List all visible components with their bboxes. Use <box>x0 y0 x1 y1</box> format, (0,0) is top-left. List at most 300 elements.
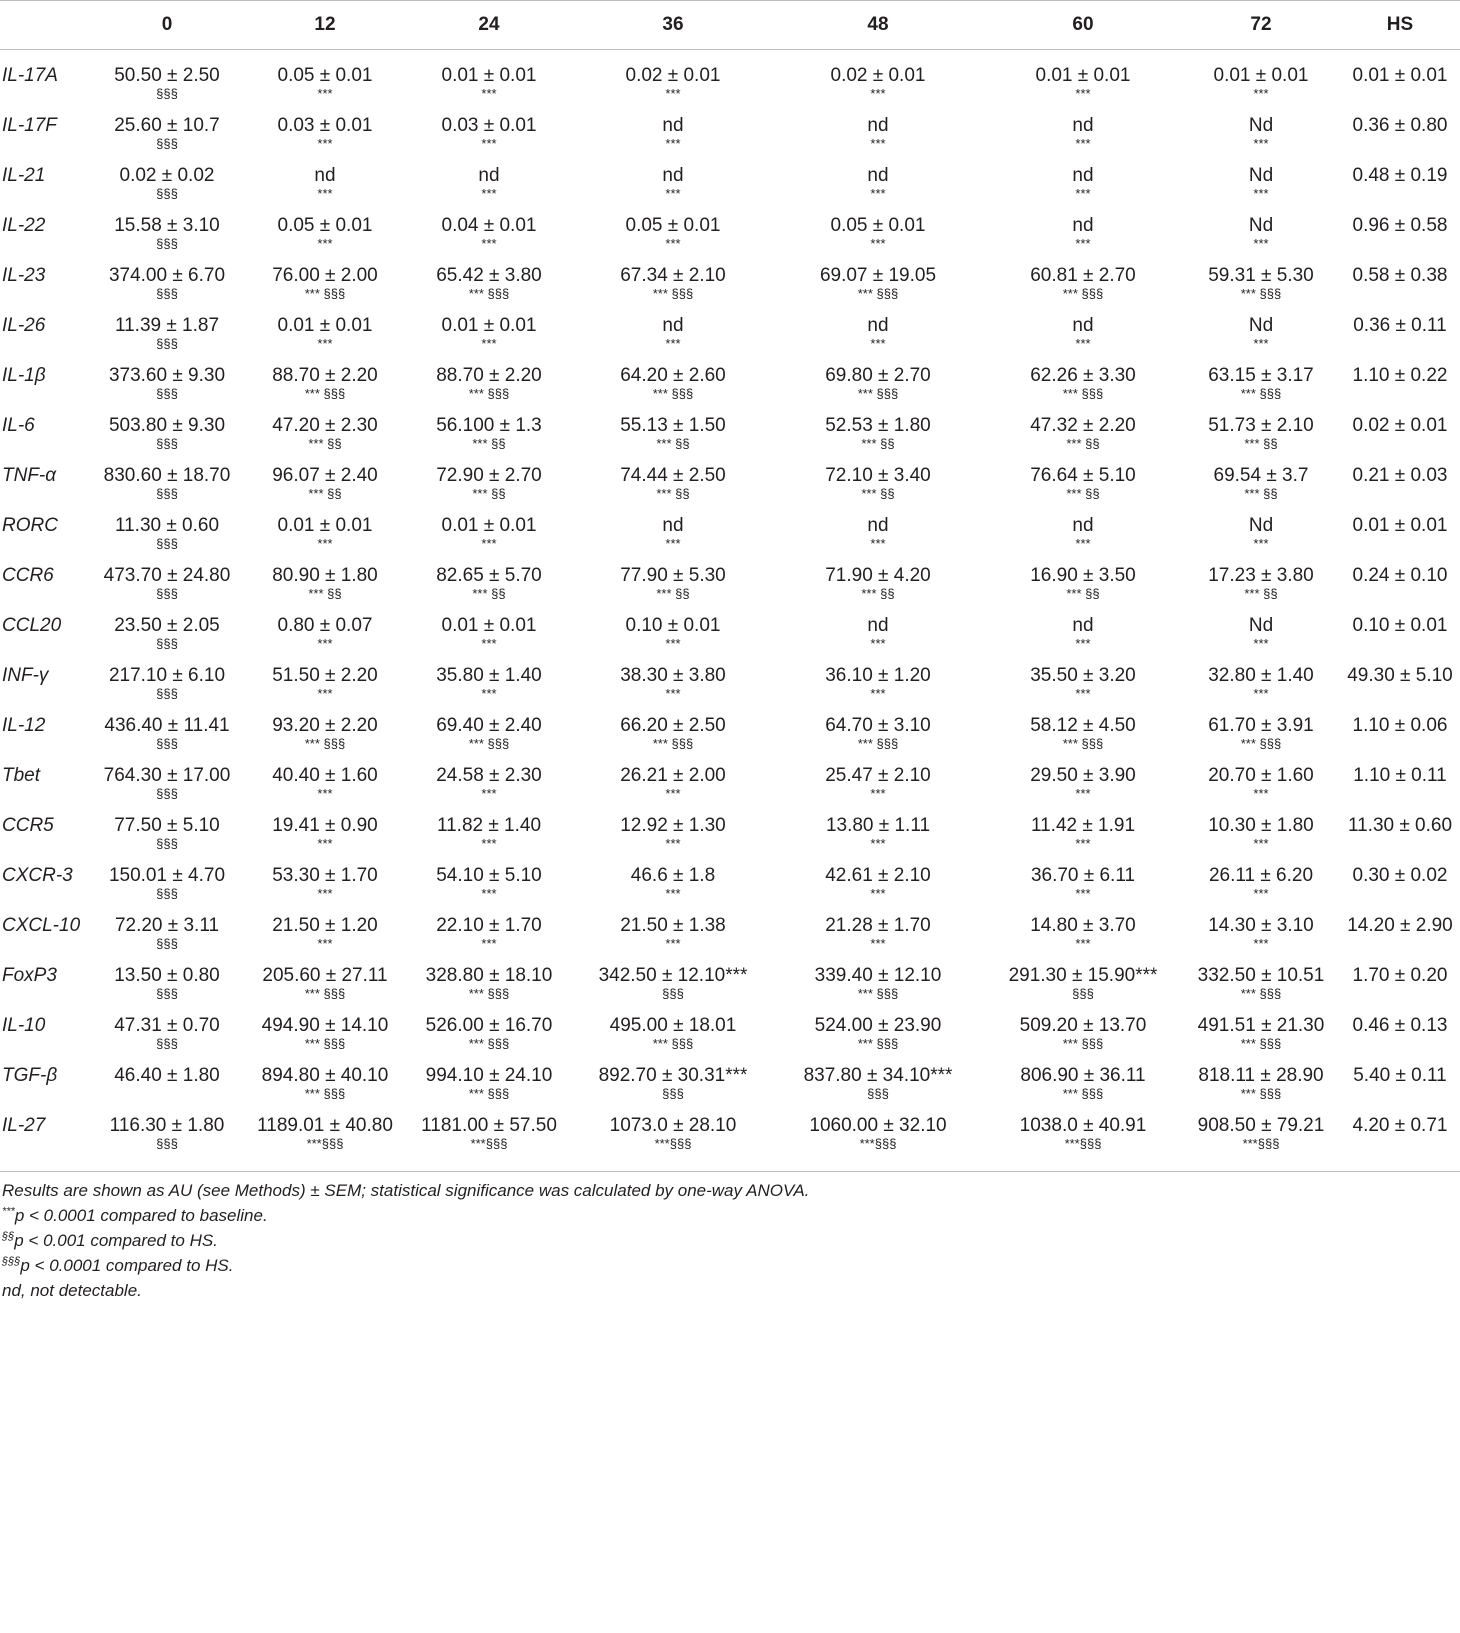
cell-value: 51.73 ± 2.10 <box>1208 415 1314 436</box>
data-cell <box>1340 1101 1460 1172</box>
data-cell <box>404 301 574 351</box>
cell-value: 373.60 ± 9.30 <box>108 365 226 386</box>
data-cell <box>404 401 574 451</box>
data-cell <box>246 201 404 251</box>
table-body <box>0 50 1460 1172</box>
gene-name: INF-γ <box>2 665 49 686</box>
cell-value: 47.32 ± 2.20 <box>1030 415 1136 436</box>
cell-value: 12.92 ± 1.30 <box>620 815 726 836</box>
table-row <box>0 651 1460 701</box>
cell-value: 0.10 ± 0.01 <box>1352 615 1448 636</box>
significance-marker: *** §§ <box>656 486 690 501</box>
significance-marker: *** <box>870 336 886 351</box>
data-cell <box>984 951 1182 1001</box>
cell-value: 0.01 ± 0.01 <box>441 515 537 536</box>
cell-value: 509.20 ± 13.70 <box>1019 1015 1147 1036</box>
significance-marker: *** §§ <box>308 586 342 601</box>
table-row <box>0 451 1460 501</box>
cell-value: 13.80 ± 1.11 <box>825 815 931 836</box>
significance-marker: §§§ <box>156 536 178 551</box>
gene-name: IL-23 <box>2 265 46 286</box>
data-cell <box>88 551 246 601</box>
cell-value: 65.42 ± 3.80 <box>436 265 542 286</box>
data-cell <box>246 851 404 901</box>
cell-value: 764.30 ± 17.00 <box>103 765 231 786</box>
data-cell <box>984 50 1182 102</box>
cell-value: 63.15 ± 3.17 <box>1208 365 1314 386</box>
footnote-baseline-mark: *** <box>2 1205 15 1218</box>
cell-value: 1060.00 ± 32.10 <box>809 1115 947 1136</box>
data-cell <box>246 601 404 651</box>
header-cell-60: 60 <box>984 1 1182 50</box>
significance-marker: *** §§§ <box>1062 386 1104 401</box>
cell-value: 342.50 ± 12.10*** <box>598 965 748 986</box>
cell-value: 436.40 ± 11.41 <box>104 715 230 736</box>
data-cell <box>574 301 772 351</box>
gene-name: CCR6 <box>2 565 54 586</box>
data-cell <box>1182 401 1340 451</box>
cell-value: 1.70 ± 0.20 <box>1352 965 1448 986</box>
cell-value: 0.36 ± 0.11 <box>1353 315 1447 336</box>
cell-value: 60.81 ± 2.70 <box>1030 265 1136 286</box>
cell-value: 0.02 ± 0.01 <box>625 65 721 86</box>
data-cell <box>574 1101 772 1172</box>
significance-marker: ***§§§ <box>654 1136 692 1151</box>
gene-name: IL-21 <box>2 165 46 186</box>
cell-value: 0.30 ± 0.02 <box>1352 865 1448 886</box>
cell-value: 818.11 ± 28.90 <box>1198 1065 1324 1086</box>
data-cell <box>88 501 246 551</box>
significance-marker: *** §§§ <box>304 1036 346 1051</box>
significance-marker: *** §§ <box>656 436 690 451</box>
cell-value: nd <box>662 115 684 136</box>
cell-value: 894.80 ± 40.10 <box>261 1065 389 1086</box>
cell-value: 49.30 ± 5.10 <box>1347 665 1453 686</box>
significance-marker: *** §§ <box>472 586 506 601</box>
significance-marker: *** <box>1075 136 1091 151</box>
data-cell <box>1340 1051 1460 1101</box>
cell-value: Nd <box>1248 615 1274 636</box>
cell-value: 994.10 ± 24.10 <box>425 1065 553 1086</box>
cell-value: 93.20 ± 2.20 <box>272 715 378 736</box>
cell-value: 1181.00 ± 57.50 <box>421 1115 557 1136</box>
gene-name: CCL20 <box>2 615 62 636</box>
significance-marker: *** §§ <box>1244 486 1278 501</box>
data-cell <box>404 901 574 951</box>
significance-marker: §§§ <box>156 236 178 251</box>
header-cell-72: 72 <box>1182 1 1340 50</box>
data-cell <box>404 801 574 851</box>
significance-marker: *** <box>870 186 886 201</box>
data-cell <box>1182 651 1340 701</box>
cell-value: 50.50 ± 2.50 <box>114 65 220 86</box>
cell-value: 69.40 ± 2.40 <box>436 715 542 736</box>
data-cell <box>574 851 772 901</box>
cell-value: 495.00 ± 18.01 <box>609 1015 737 1036</box>
data-cell <box>772 351 984 401</box>
table-row <box>0 351 1460 401</box>
significance-marker: *** §§§ <box>304 736 346 751</box>
significance-marker: *** §§§ <box>468 286 510 301</box>
data-cell <box>1340 701 1460 751</box>
significance-marker: *** <box>665 86 681 101</box>
data-cell <box>1340 651 1460 701</box>
significance-marker: *** <box>481 186 497 201</box>
significance-marker: *** <box>1253 86 1269 101</box>
significance-marker: *** <box>870 936 886 951</box>
data-cell <box>88 401 246 451</box>
data-cell <box>404 651 574 701</box>
cell-value: Nd <box>1248 315 1274 336</box>
cell-value: 47.31 ± 0.70 <box>114 1015 220 1036</box>
cell-value: Nd <box>1248 515 1274 536</box>
significance-marker: *** §§§ <box>652 286 694 301</box>
cell-value: 80.90 ± 1.80 <box>272 565 378 586</box>
significance-marker: *** <box>1253 536 1269 551</box>
significance-marker: §§§ <box>867 1086 889 1101</box>
data-cell <box>984 351 1182 401</box>
significance-marker: §§§ <box>156 386 178 401</box>
cell-value: nd <box>867 515 889 536</box>
significance-marker: *** §§ <box>1066 436 1100 451</box>
cell-value: 205.60 ± 27.11 <box>262 965 388 986</box>
cell-value: 116.30 ± 1.80 <box>109 1115 225 1136</box>
table-footnotes <box>0 1178 1460 1303</box>
cell-value: 524.00 ± 23.90 <box>814 1015 942 1036</box>
data-cell <box>246 251 404 301</box>
footnote-hs-001 <box>2 1228 1460 1253</box>
data-cell <box>246 801 404 851</box>
cell-value: 1073.0 ± 28.10 <box>609 1115 737 1136</box>
data-cell <box>772 201 984 251</box>
data-cell <box>984 701 1182 751</box>
significance-marker: *** §§§ <box>1062 736 1104 751</box>
significance-marker: *** <box>870 636 886 651</box>
cell-value: 0.01 ± 0.01 <box>1213 65 1309 86</box>
data-cell <box>984 751 1182 801</box>
significance-marker: *** <box>1253 136 1269 151</box>
significance-marker: §§§ <box>156 136 178 151</box>
gene-name: IL-22 <box>2 215 46 236</box>
significance-marker: *** §§§ <box>304 386 346 401</box>
data-cell <box>574 1051 772 1101</box>
data-cell <box>88 801 246 851</box>
cell-value: 42.61 ± 2.10 <box>825 865 931 886</box>
cell-value: nd <box>1072 515 1094 536</box>
table-row <box>0 501 1460 551</box>
data-cell <box>984 651 1182 701</box>
cell-value: 0.48 ± 0.19 <box>1352 165 1448 186</box>
data-cell <box>1340 501 1460 551</box>
data-cell <box>246 551 404 601</box>
significance-marker: *** <box>665 936 681 951</box>
significance-marker: *** §§§ <box>468 1086 510 1101</box>
cell-value: 56.100 ± 1.3 <box>436 415 542 436</box>
footnote-methods: Results are shown as AU (see Methods) ± SEM; statistical significance was calculated by one-way ANOVA. <box>2 1181 810 1200</box>
significance-marker: *** §§ <box>1066 586 1100 601</box>
data-cell <box>1340 951 1460 1001</box>
cell-value: 11.30 ± 0.60 <box>1347 815 1453 836</box>
significance-marker: *** §§§ <box>304 986 346 1001</box>
data-cell <box>574 501 772 551</box>
data-cell <box>984 601 1182 651</box>
data-cell <box>246 501 404 551</box>
significance-marker: *** §§ <box>1244 436 1278 451</box>
cell-value: 96.07 ± 2.40 <box>272 465 378 486</box>
data-cell <box>772 951 984 1001</box>
data-cell <box>404 351 574 401</box>
data-cell <box>1182 151 1340 201</box>
significance-marker: *** <box>481 936 497 951</box>
data-cell <box>772 1051 984 1101</box>
footnote-nd: nd, not detectable. <box>2 1281 142 1300</box>
cell-value: 77.90 ± 5.30 <box>620 565 726 586</box>
significance-marker: *** <box>481 836 497 851</box>
table-row <box>0 851 1460 901</box>
significance-marker: *** §§§ <box>1240 736 1282 751</box>
cell-value: nd <box>867 115 889 136</box>
significance-marker: §§§ <box>156 436 178 451</box>
significance-marker: *** <box>665 186 681 201</box>
significance-marker: *** <box>1075 236 1091 251</box>
table-row <box>0 151 1460 201</box>
significance-marker: *** <box>1075 886 1091 901</box>
gene-name: CXCR-3 <box>2 865 73 886</box>
data-cell <box>404 1101 574 1172</box>
cell-value: 64.20 ± 2.60 <box>620 365 726 386</box>
significance-marker: *** <box>481 686 497 701</box>
data-cell <box>88 601 246 651</box>
cell-value: 40.40 ± 1.60 <box>272 765 378 786</box>
cell-value: 20.70 ± 1.60 <box>1208 765 1314 786</box>
data-cell <box>246 351 404 401</box>
cell-value: 0.01 ± 0.01 <box>441 615 537 636</box>
gene-name: CXCL-10 <box>2 915 81 936</box>
data-cell <box>1340 351 1460 401</box>
data-cell <box>88 1101 246 1172</box>
table-row <box>0 801 1460 851</box>
cell-value: 38.30 ± 3.80 <box>620 665 726 686</box>
cell-value: 1.10 ± 0.06 <box>1352 715 1448 736</box>
data-cell <box>246 751 404 801</box>
significance-marker: *** <box>1253 236 1269 251</box>
cell-value: nd <box>867 315 889 336</box>
data-cell <box>246 101 404 151</box>
cell-value: 0.01 ± 0.01 <box>441 315 537 336</box>
data-cell <box>984 1051 1182 1101</box>
cell-value: 830.60 ± 18.70 <box>103 465 231 486</box>
cell-value: 66.20 ± 2.50 <box>620 715 726 736</box>
significance-marker: *** <box>870 536 886 551</box>
significance-marker: *** <box>481 536 497 551</box>
cell-value: 61.70 ± 3.91 <box>1208 715 1314 736</box>
data-cell <box>984 901 1182 951</box>
cell-value: 494.90 ± 14.10 <box>261 1015 389 1036</box>
significance-marker: §§§ <box>662 1086 684 1101</box>
significance-marker: *** §§§ <box>468 986 510 1001</box>
data-cell <box>88 1051 246 1101</box>
data-cell <box>772 251 984 301</box>
cell-value: 0.02 ± 0.01 <box>1352 415 1448 436</box>
cell-value: 374.00 ± 6.70 <box>108 265 226 286</box>
gene-name: IL-1β <box>2 365 46 386</box>
data-cell <box>772 751 984 801</box>
significance-marker: *** <box>870 86 886 101</box>
cell-value: 11.42 ± 1.91 <box>1030 815 1136 836</box>
cell-value: 0.02 ± 0.01 <box>830 65 926 86</box>
header-cell-hs: HS <box>1340 1 1460 50</box>
significance-marker: *** <box>317 536 333 551</box>
significance-marker: §§§ <box>156 736 178 751</box>
significance-marker: *** §§ <box>1244 586 1278 601</box>
data-cell <box>1340 551 1460 601</box>
significance-marker: §§§ <box>156 86 178 101</box>
cell-value: 19.41 ± 0.90 <box>272 815 378 836</box>
data-cell <box>246 701 404 751</box>
significance-marker: *** §§ <box>472 436 506 451</box>
data-cell <box>574 101 772 151</box>
header-cell-12: 12 <box>246 1 404 50</box>
significance-marker: *** <box>665 836 681 851</box>
cell-value: 11.30 ± 0.60 <box>114 515 220 536</box>
data-cell <box>1182 901 1340 951</box>
data-cell <box>772 451 984 501</box>
cell-value: 0.10 ± 0.01 <box>625 615 721 636</box>
data-cell <box>1340 601 1460 651</box>
significance-marker: *** <box>481 886 497 901</box>
cell-value: nd <box>867 165 889 186</box>
significance-marker: §§§ <box>156 1136 178 1151</box>
significance-marker: *** <box>317 236 333 251</box>
gene-name: IL-6 <box>2 415 35 436</box>
data-cell <box>574 401 772 451</box>
cell-value: 503.80 ± 9.30 <box>108 415 226 436</box>
gene-name: IL-12 <box>2 715 46 736</box>
table-row <box>0 751 1460 801</box>
cell-value: Nd <box>1248 165 1274 186</box>
significance-marker: §§§ <box>156 686 178 701</box>
cell-value: 0.80 ± 0.07 <box>277 615 373 636</box>
cell-value: 69.07 ± 19.05 <box>819 265 937 286</box>
significance-marker: *** <box>665 786 681 801</box>
significance-marker: *** <box>1075 86 1091 101</box>
data-cell <box>1340 901 1460 951</box>
significance-marker: ***§§§ <box>1242 1136 1280 1151</box>
data-cell <box>984 451 1182 501</box>
significance-marker: §§§ <box>1072 986 1094 1001</box>
cell-value: 46.6 ± 1.8 <box>630 865 716 886</box>
significance-marker: *** <box>870 886 886 901</box>
significance-marker: *** §§§ <box>1062 1086 1104 1101</box>
cell-value: nd <box>662 315 684 336</box>
significance-marker: §§§ <box>156 886 178 901</box>
data-cell <box>88 951 246 1001</box>
table-row <box>0 601 1460 651</box>
significance-marker: *** <box>317 786 333 801</box>
data-cell <box>772 901 984 951</box>
data-cell <box>984 551 1182 601</box>
significance-marker: *** <box>870 136 886 151</box>
significance-marker: *** <box>665 536 681 551</box>
table-row <box>0 1051 1460 1101</box>
significance-marker: §§§ <box>156 936 178 951</box>
cell-value: 1.10 ± 0.11 <box>1353 765 1447 786</box>
data-cell <box>1182 251 1340 301</box>
cell-value: 5.40 ± 0.11 <box>1353 1065 1447 1086</box>
significance-marker: *** §§§ <box>1240 286 1282 301</box>
data-cell <box>772 101 984 151</box>
significance-marker: *** §§§ <box>468 736 510 751</box>
cell-value: 74.44 ± 2.50 <box>620 465 726 486</box>
significance-marker: *** <box>481 336 497 351</box>
table-row <box>0 101 1460 151</box>
significance-marker: *** §§§ <box>304 286 346 301</box>
cell-value: 24.58 ± 2.30 <box>436 765 542 786</box>
footnote-baseline-text: p < 0.0001 compared to baseline. <box>14 1206 268 1225</box>
significance-marker: *** §§ <box>308 436 342 451</box>
cell-value: Nd <box>1248 115 1274 136</box>
gene-name: CCR5 <box>2 815 54 836</box>
significance-marker: *** §§ <box>1066 486 1100 501</box>
gene-name: IL-17F <box>2 115 57 136</box>
data-cell <box>404 501 574 551</box>
significance-marker: §§§ <box>156 486 178 501</box>
significance-marker: *** <box>317 86 333 101</box>
cell-value: nd <box>662 515 684 536</box>
significance-marker: *** <box>1075 536 1091 551</box>
significance-marker: *** §§§ <box>1240 386 1282 401</box>
cell-value: 473.70 ± 24.80 <box>103 565 231 586</box>
data-cell <box>984 201 1182 251</box>
significance-marker: *** <box>1075 636 1091 651</box>
data-cell <box>404 701 574 751</box>
significance-marker: *** <box>665 336 681 351</box>
data-cell <box>574 251 772 301</box>
cell-value: 36.10 ± 1.20 <box>825 665 931 686</box>
significance-marker: *** <box>870 786 886 801</box>
data-cell <box>574 551 772 601</box>
data-cell <box>88 351 246 401</box>
data-cell <box>404 951 574 1001</box>
data-cell <box>574 1001 772 1051</box>
cell-value: 0.03 ± 0.01 <box>277 115 373 136</box>
data-cell <box>88 301 246 351</box>
cell-value: Nd <box>1248 215 1274 236</box>
data-cell <box>88 201 246 251</box>
data-cell <box>404 1001 574 1051</box>
cell-value: 14.80 ± 3.70 <box>1030 915 1136 936</box>
data-cell <box>246 301 404 351</box>
significance-marker: ***§§§ <box>859 1136 897 1151</box>
significance-marker: *** <box>1253 686 1269 701</box>
cell-value: nd <box>662 165 684 186</box>
data-cell <box>574 751 772 801</box>
data-cell <box>246 451 404 501</box>
cell-value: 55.13 ± 1.50 <box>620 415 726 436</box>
cell-value: 13.50 ± 0.80 <box>114 965 220 986</box>
cell-value: 35.50 ± 3.20 <box>1030 665 1136 686</box>
significance-marker: *** §§§ <box>1062 286 1104 301</box>
data-cell <box>246 50 404 102</box>
cell-value: 59.31 ± 5.30 <box>1208 265 1314 286</box>
gene-name: IL-10 <box>2 1015 46 1036</box>
significance-marker: *** <box>481 136 497 151</box>
data-cell <box>984 851 1182 901</box>
data-cell <box>772 801 984 851</box>
significance-marker: §§§ <box>156 1036 178 1051</box>
cell-value: 0.01 ± 0.01 <box>1352 515 1448 536</box>
data-cell <box>984 301 1182 351</box>
